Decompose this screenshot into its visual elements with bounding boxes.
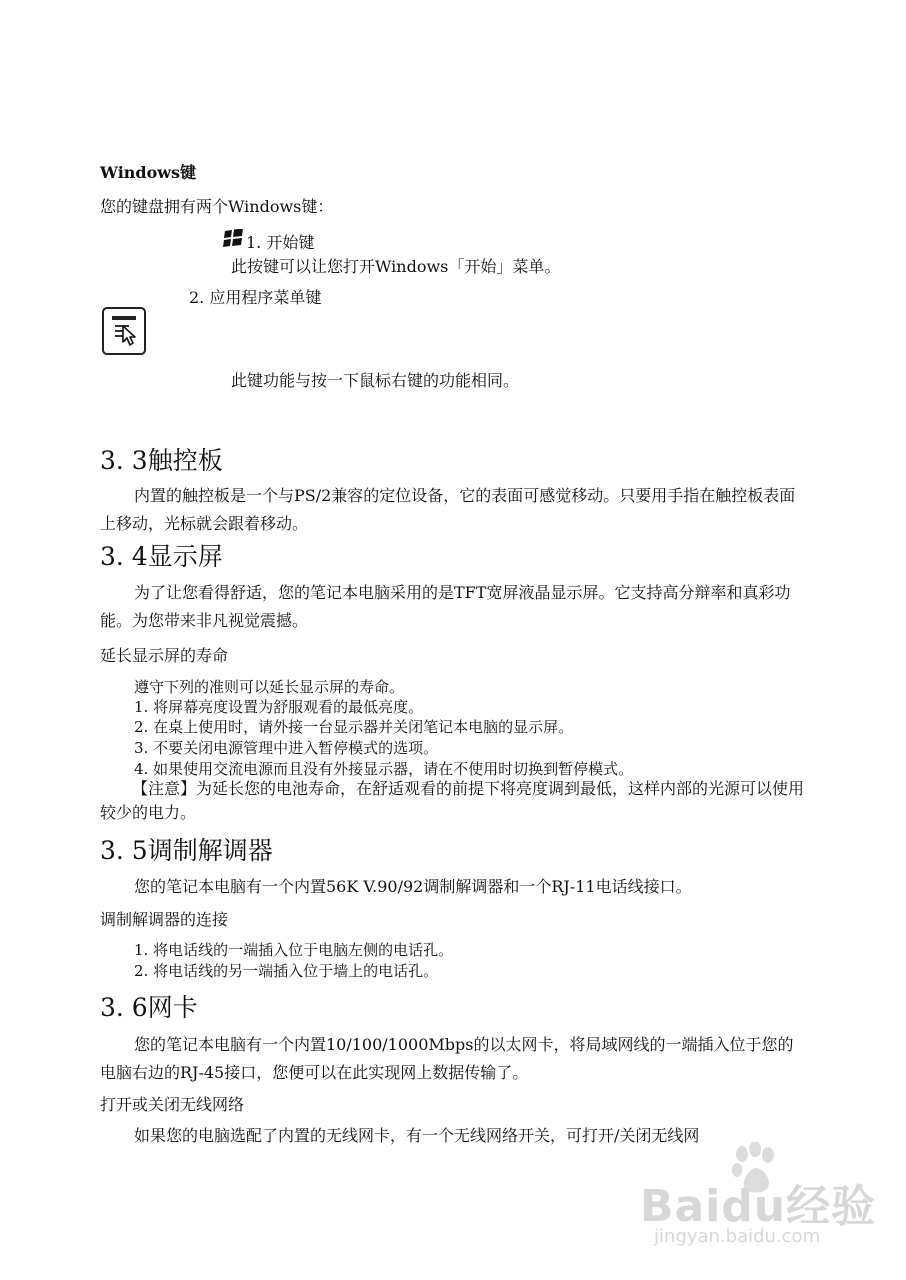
heading-modem: 3. 5调制解调器 — [100, 836, 273, 865]
heading-display: 3. 4显示屏 — [100, 542, 223, 571]
heading-network-card: 3. 6网卡 — [100, 993, 198, 1022]
heading-touchpad: 3. 3触控板 — [100, 446, 223, 475]
start-key-description: 此按键可以让您打开Windows「开始」菜单。 — [231, 257, 561, 276]
section-title-windows-key: Windows键 — [100, 163, 197, 182]
watermark-url: jingyan.baidu.com — [654, 1226, 821, 1247]
start-key-label: 1. 开始键 — [246, 233, 315, 252]
baidu-jingyan-watermark — [640, 1142, 880, 1262]
display-tip-1: 1. 将屏幕亮度设置为舒服观看的最低亮度。 — [134, 698, 424, 716]
modem-paragraph: 您的笔记本电脑有一个内置56K V.90/92调制解调器和一个RJ-11电话线接口。 — [134, 877, 692, 896]
sub-heading-wireless: 打开或关闭无线网络 — [100, 1095, 245, 1114]
app-menu-key-description: 此键功能与按一下鼠标右键的功能相同。 — [231, 371, 520, 390]
display-lifespan-intro: 遵守下列的准则可以延长显示屏的寿命。 — [134, 678, 405, 696]
sub-heading-display-lifespan: 延长显示屏的寿命 — [100, 646, 229, 665]
display-paragraph: 为了让您看得舒适，您的笔记本电脑采用的是TFT宽屏液晶显示屏。它支持高分辩率和真彩功能。为您带来非凡视觉震撼。 — [100, 583, 791, 630]
sub-heading-modem-connection: 调制解调器的连接 — [100, 910, 229, 929]
display-tip-4: 4. 如果使用交流电源而且没有外接显示器，请在不使用时切换到暂停模式。 — [134, 760, 634, 778]
modem-step-2: 2. 将电话线的另一端插入位于墙上的电话孔。 — [134, 962, 439, 980]
app-menu-key-label: 2. 应用程序菜单键 — [189, 288, 322, 307]
watermark-brand: Baidu经验 — [640, 1181, 877, 1232]
windows-logo-icon — [222, 229, 246, 249]
touchpad-paragraph: 内置的触控板是一个与PS/2兼容的定位设备，它的表面可感觉移动。只要用手指在触控板表面上移动，光标就会跟着移动。 — [100, 486, 796, 533]
display-note: 【注意】为延长您的电池寿命，在舒适观看的前提下将亮度调到最低，这样内部的光源可以使用较少的电力。 — [100, 779, 805, 822]
network-paragraph: 您的笔记本电脑有一个内置10/100/1000Mbps的以太网卡，将局域网线的一端插入位于您的电脑右边的RJ-45接口，您便可以在此实现网上数据传输了。 — [100, 1035, 794, 1082]
modem-step-1: 1. 将电话线的一端插入位于电脑左侧的电话孔。 — [134, 941, 454, 959]
display-tip-2: 2. 在桌上使用时，请外接一台显示器并关闭笔记本电脑的显示屏。 — [134, 718, 574, 736]
wireless-paragraph: 如果您的电脑选配了内置的无线网卡，有一个无线网络开关，可打开/关闭无线网 — [134, 1126, 700, 1145]
windows-key-intro: 您的键盘拥有两个Windows键： — [100, 197, 334, 216]
application-menu-key-icon — [102, 307, 146, 355]
display-tip-3: 3. 不要关闭电源管理中进入暂停模式的选项。 — [134, 739, 439, 757]
